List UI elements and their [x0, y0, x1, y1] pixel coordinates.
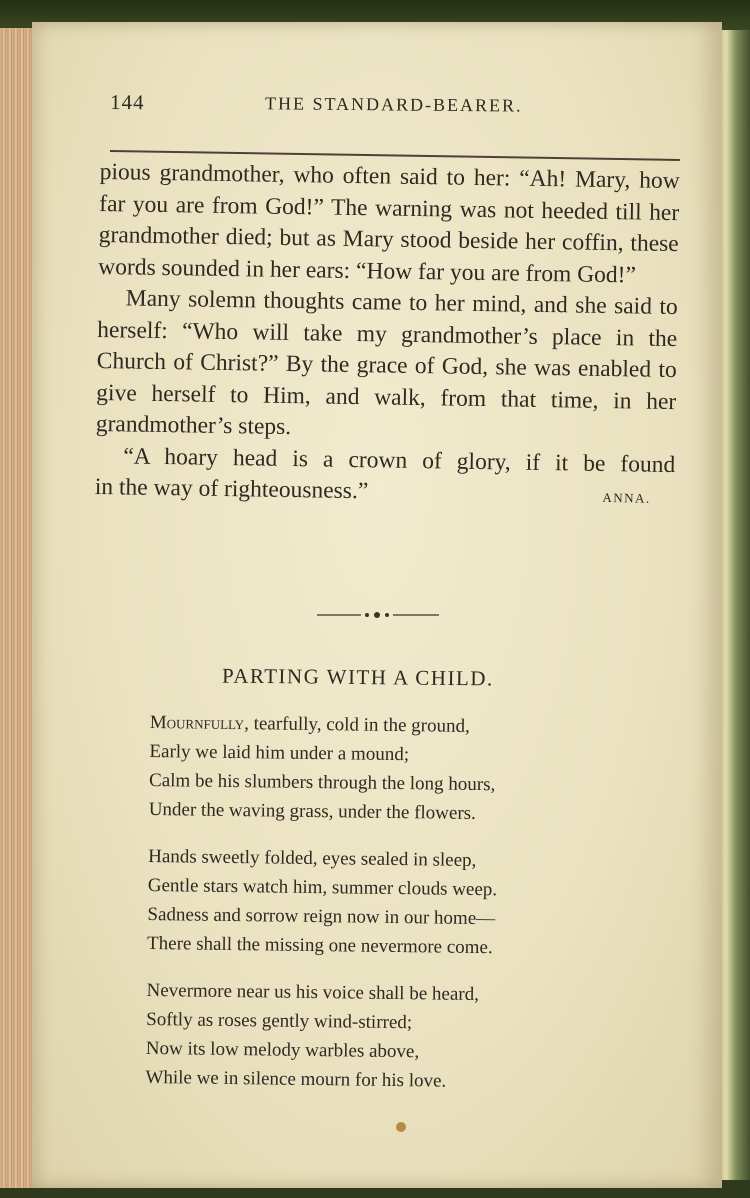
poem-line: Softly as roses gently wind-stirred; [146, 1008, 413, 1034]
poem-line-rest: tearfully, cold in the ground, [248, 713, 470, 737]
poem-line: Calm be his slumbers through the long hours, [148, 769, 496, 796]
poem-line: Under the waving grass, under the flowers. [148, 798, 477, 824]
stanza [149, 708, 620, 830]
signature: ANNA. [602, 489, 651, 506]
paragraph: pious grandmother, who often said to her: “Ah! Mary, how far you are from God!” The warning was not heeded till her grandmother died; but as Mary stood beside her coffin, these words sounded in her ears: “How far you are from God!” [98, 158, 680, 288]
poem [145, 708, 620, 1116]
page-number: 144 [109, 89, 145, 115]
quote-line: “A hoary head is a crown of glory, if it be found [123, 442, 676, 478]
paragraph: Many solemn thoughts came to her mind, and she said to herself: “Who will take my grandmother’s place in the Church of Christ?” By the grace of God, she was enabled to give herself to Him, and walk, from that time, in her grandmother’s steps. [95, 285, 678, 441]
poem-title: PARTING WITH A CHILD. [221, 663, 494, 691]
poem-first-word: Mournfully, [149, 711, 250, 735]
quote-line: in the way of righteousness.” [94, 473, 369, 505]
poem-line: Nevermore near us his voice shall be heard, [146, 979, 480, 1006]
poem-line: Gentle stars watch him, summer clouds weep. [147, 874, 498, 901]
book-page [32, 22, 722, 1188]
poem-line: Hands sweetly folded, eyes sealed in sleep, [148, 845, 477, 871]
stanza [145, 976, 616, 1098]
page-header [110, 90, 580, 124]
poem-line: Now its low melody warbles above, [145, 1037, 420, 1063]
poem-line: There shall the missing one nevermore come. [146, 932, 493, 959]
stanza [147, 842, 618, 964]
poem-line: While we in silence mourn for his love. [145, 1066, 447, 1092]
poem-line: Sadness and sorrow reign now in our home— [147, 903, 496, 930]
paper-spot [396, 1122, 406, 1132]
ornamental-divider [317, 610, 442, 620]
poem-line: Early we laid him under a mound; [149, 740, 410, 766]
prose-section [95, 157, 680, 515]
running-title: THE STANDARD-BEARER. [264, 93, 523, 116]
